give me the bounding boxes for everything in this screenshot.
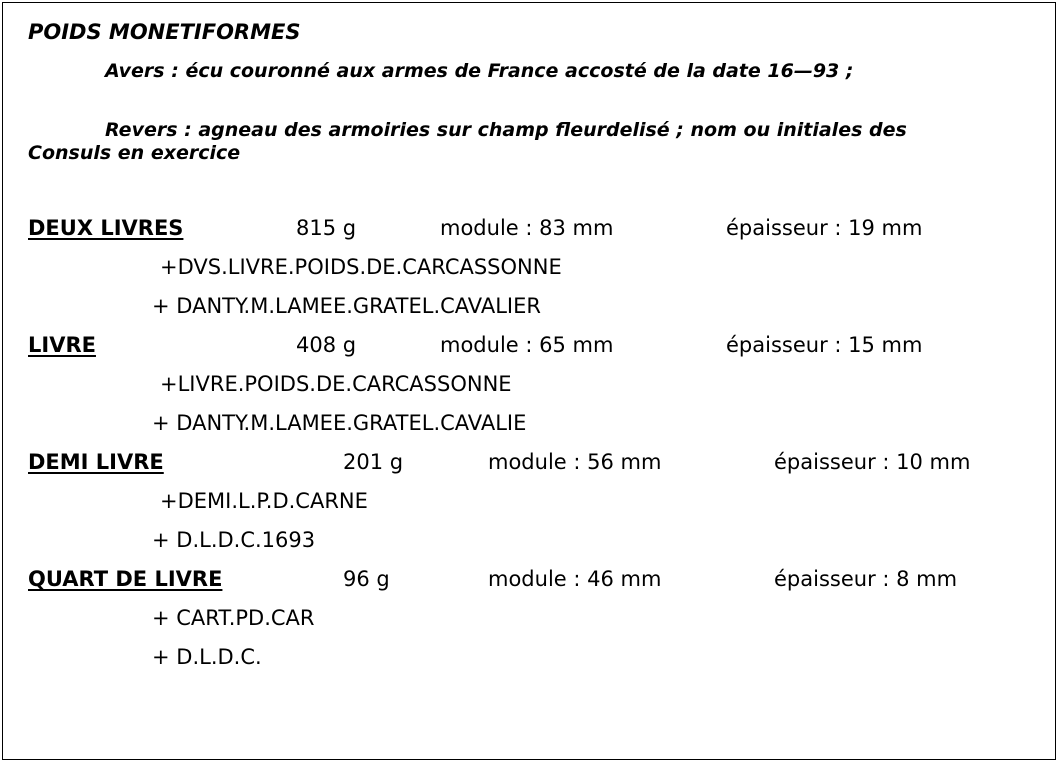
entry-weight: 408 g: [296, 333, 357, 357]
entry-thickness: épaisseur : 19 mm: [726, 216, 923, 240]
entry-thickness: épaisseur : 8 mm: [774, 567, 958, 591]
entry-name-demi-livre: DEMI LIVRE: [28, 450, 164, 474]
page-title: POIDS MONETIFORMES: [28, 20, 301, 44]
entry-weight: 815 g: [296, 216, 357, 240]
entry-name-livre: LIVRE: [28, 333, 96, 357]
entry-module: module : 65 mm: [440, 333, 614, 357]
entry-thickness: épaisseur : 10 mm: [774, 450, 971, 474]
entry-legend: +DEMI.L.P.D.CARNE: [160, 489, 368, 513]
entry-name-deux-livres: DEUX LIVRES: [28, 216, 184, 240]
entry-legend: + DANTY.M.LAMEE.GRATEL.CAVALIER: [152, 294, 541, 318]
entry-thickness: épaisseur : 15 mm: [726, 333, 923, 357]
entry-legend: + D.L.D.C.: [152, 645, 262, 669]
entry-module: module : 56 mm: [488, 450, 662, 474]
revers-description-line2: Consuls en exercice: [28, 142, 241, 164]
revers-description-line1: Revers : agneau des armoiries sur champ fleurdelisé ; nom ou initiales des: [105, 119, 907, 141]
text-box-frame: [2, 2, 1056, 760]
entry-module: module : 46 mm: [488, 567, 662, 591]
entry-module: module : 83 mm: [440, 216, 614, 240]
entry-weight: 201 g: [343, 450, 404, 474]
entry-name-quart-de-livre: QUART DE LIVRE: [28, 567, 223, 591]
entry-weight: 96 g: [343, 567, 390, 591]
entry-legend: + D.L.D.C.1693: [152, 528, 316, 552]
entry-legend: +LIVRE.POIDS.DE.CARCASSONNE: [160, 372, 512, 396]
avers-description: Avers : écu couronné aux armes de France accosté de la date 16—93 ;: [105, 60, 854, 82]
entry-legend: +DVS.LIVRE.POIDS.DE.CARCASSONNE: [160, 255, 562, 279]
entry-legend: + DANTY.M.LAMEE.GRATEL.CAVALIE: [152, 411, 527, 435]
entry-legend: + CART.PD.CAR: [152, 606, 315, 630]
